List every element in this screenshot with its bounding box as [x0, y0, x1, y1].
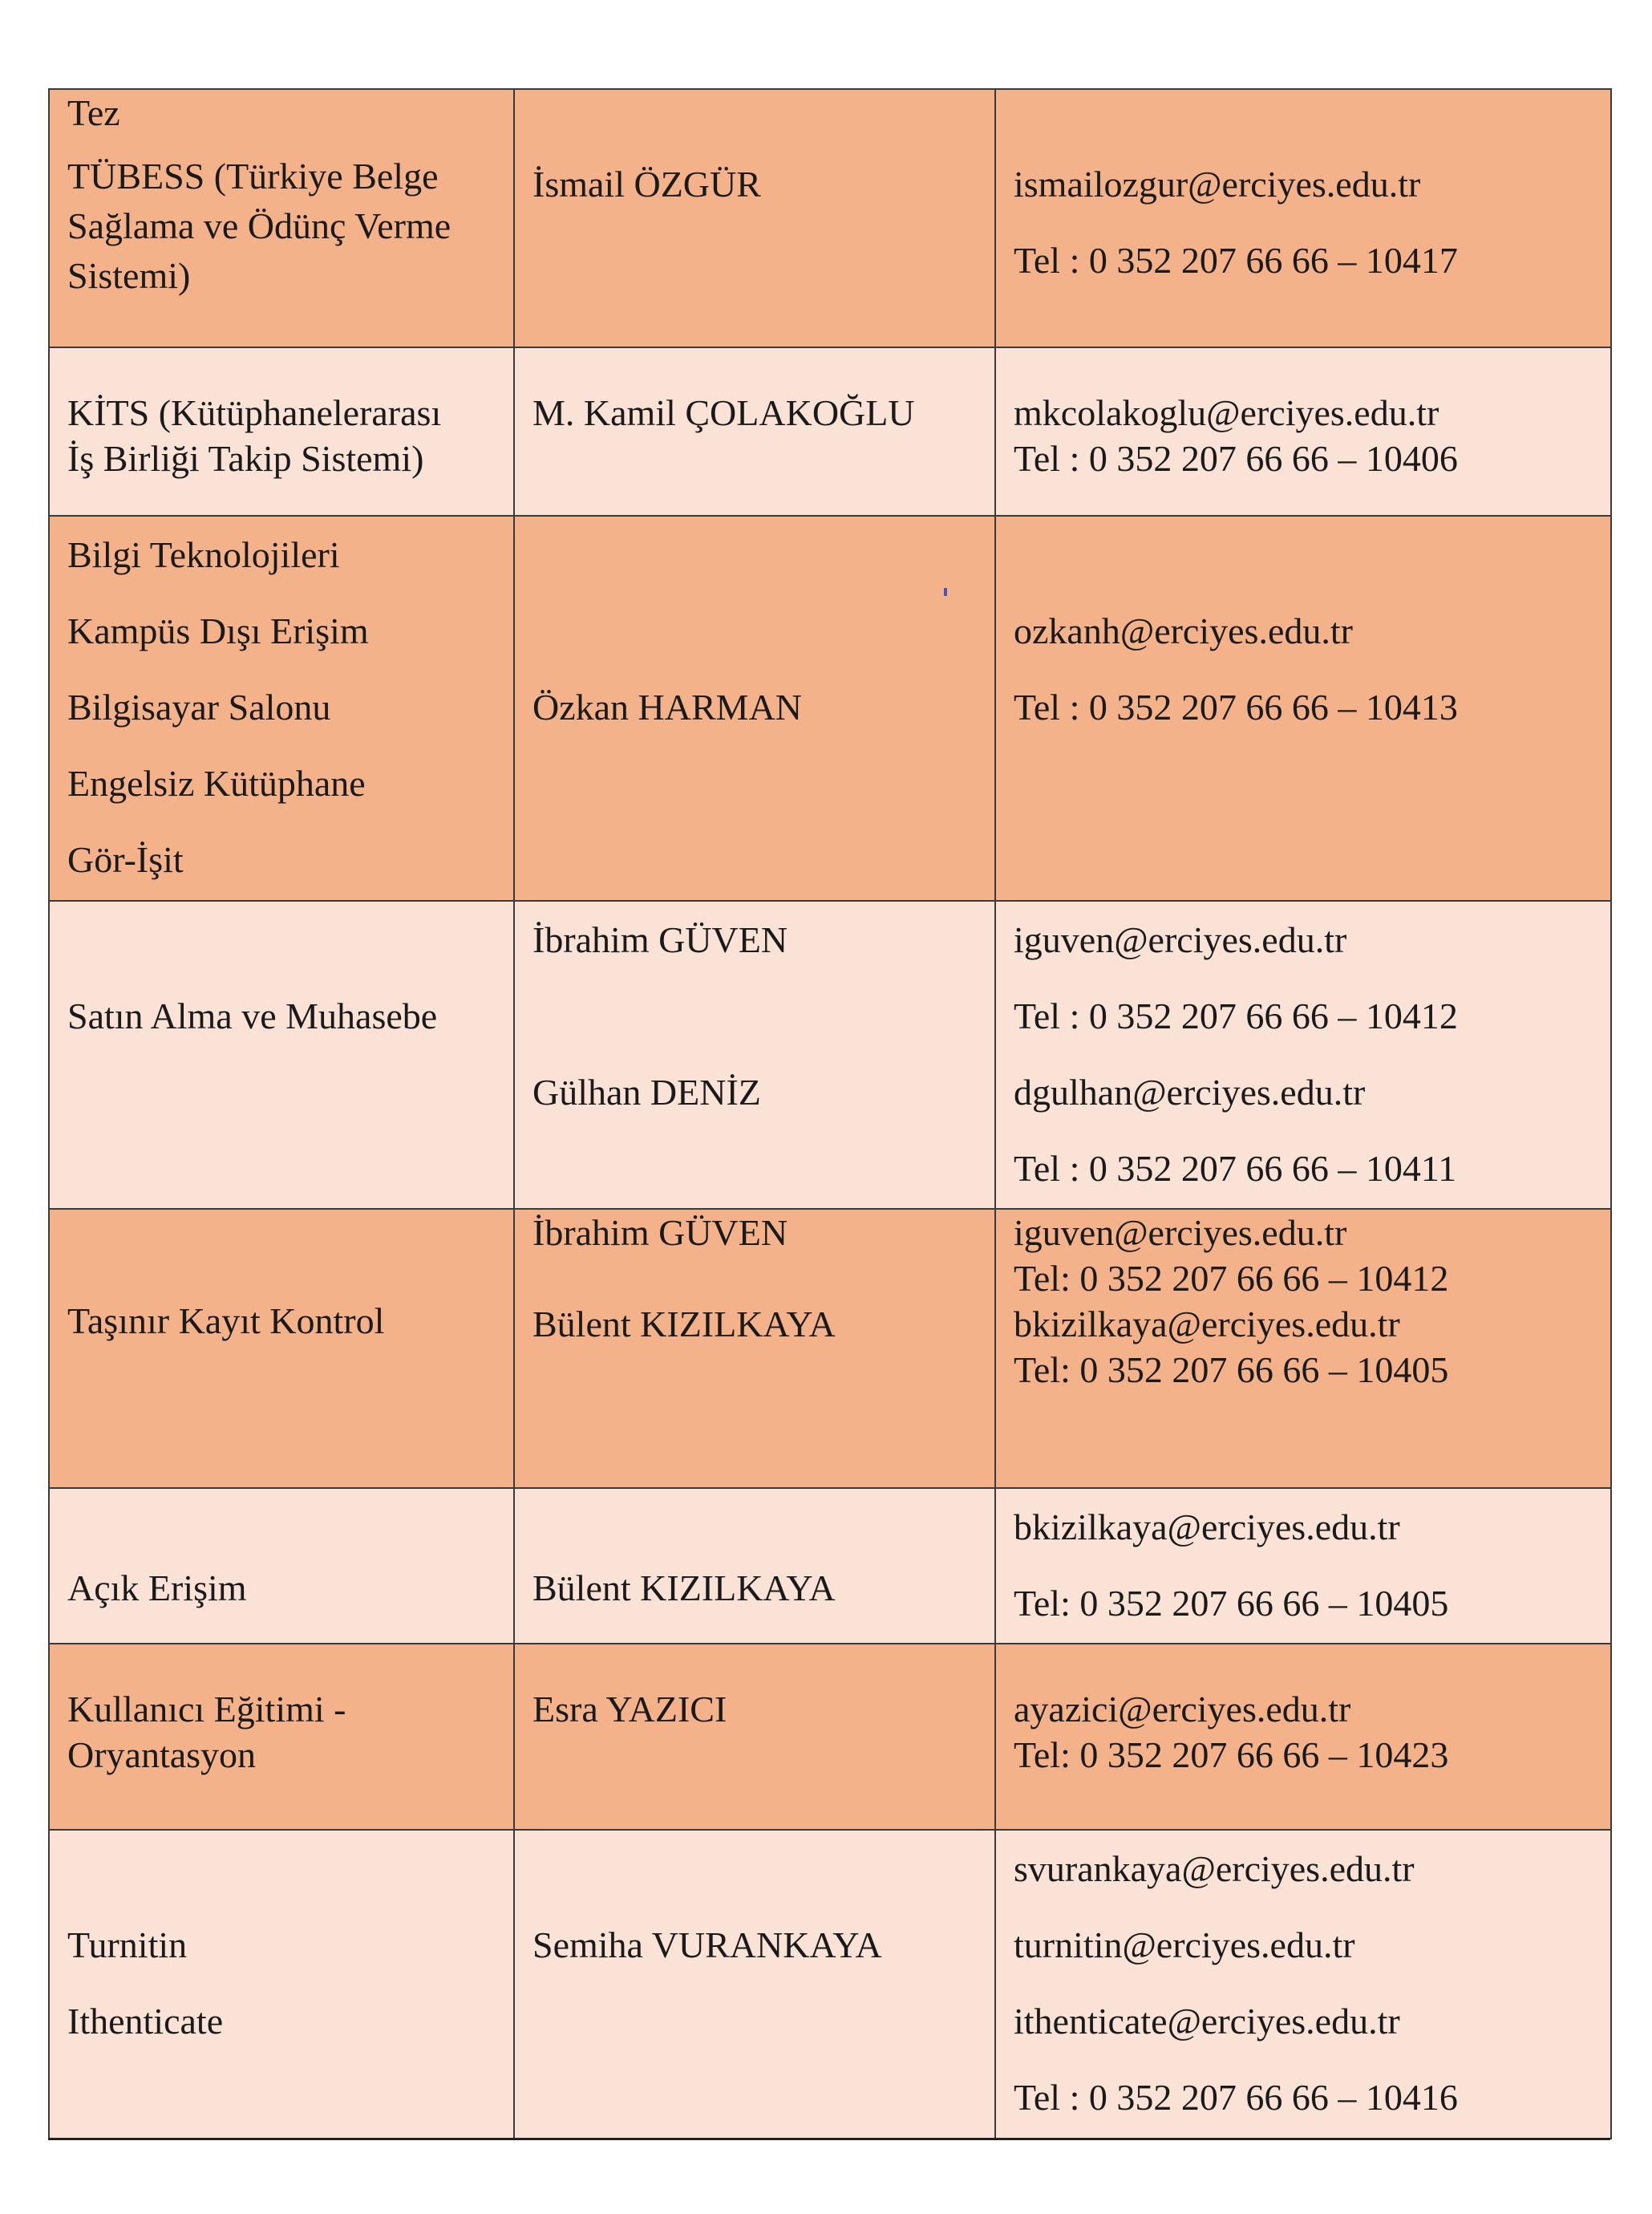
- email-link[interactable]: mkcolakoglu@erciyes.edu.tr: [1014, 392, 1439, 433]
- email-link[interactable]: iguven@erciyes.edu.tr: [1014, 919, 1347, 960]
- email-link[interactable]: bkizilkaya@erciyes.edu.tr: [1014, 1506, 1400, 1547]
- topic-cell: [49, 89, 514, 347]
- email-link[interactable]: dgulhan@erciyes.edu.tr: [1014, 1072, 1366, 1113]
- phone-text: Tel : 0 352 207 66 66 – 10417: [1014, 240, 1458, 281]
- contact-cell: [995, 1644, 1611, 1830]
- contact-cell: [995, 1209, 1611, 1488]
- topic-line: Ithenticate: [67, 2001, 224, 2042]
- phone-text: Tel : 0 352 207 66 66 – 10411: [1014, 1148, 1457, 1189]
- topic-line: Bilgi Teknolojileri: [67, 534, 340, 575]
- person-name: Semiha VURANKAYA: [532, 1924, 882, 1965]
- topic-line: İş Birliği Takip Sistemi): [67, 438, 424, 479]
- stray-mark: [944, 588, 947, 596]
- bottom-rule: [48, 2138, 1610, 2140]
- contact-table: [48, 88, 1612, 2139]
- person-cell: [514, 1644, 995, 1830]
- email-link[interactable]: ayazici@erciyes.edu.tr: [1014, 1689, 1351, 1729]
- person-cell: [514, 901, 995, 1209]
- phone-text: Tel : 0 352 207 66 66 – 10416: [1014, 2077, 1458, 2118]
- phone-text: Tel: 0 352 207 66 66 – 10423: [1014, 1734, 1449, 1775]
- table-row: [49, 1644, 1611, 1830]
- contact-cell: [995, 516, 1611, 901]
- table-row: [49, 1209, 1611, 1488]
- contact-cell: [995, 1830, 1611, 2139]
- table-row: [49, 901, 1611, 1209]
- phone-text: Tel: 0 352 207 66 66 – 10405: [1014, 1349, 1449, 1390]
- contact-cell: [995, 89, 1611, 347]
- contact-cell: [995, 347, 1611, 516]
- person-name: İsmail ÖZGÜR: [532, 164, 761, 205]
- topic-line: KİTS (Kütüphanelerarası: [67, 392, 442, 433]
- email-link[interactable]: ithenticate@erciyes.edu.tr: [1014, 2001, 1400, 2042]
- phone-text: Tel : 0 352 207 66 66 – 10412: [1014, 995, 1458, 1036]
- topic-line: TÜBESS (Türkiye Belge: [67, 156, 439, 197]
- email-link[interactable]: svurankaya@erciyes.edu.tr: [1014, 1848, 1415, 1889]
- topic-line: Tez: [67, 92, 120, 133]
- topic-line: Taşınır Kayıt Kontrol: [67, 1300, 385, 1341]
- table-row: [49, 89, 1611, 347]
- topic-cell: [49, 1488, 514, 1644]
- table-row: [49, 1488, 1611, 1644]
- phone-text: Tel : 0 352 207 66 66 – 10406: [1014, 438, 1458, 479]
- person-name: Gülhan DENİZ: [532, 1072, 761, 1113]
- person-name: Esra YAZICI: [532, 1689, 727, 1729]
- person-name: Bülent KIZILKAYA: [532, 1304, 836, 1344]
- topic-line: Satın Alma ve Muhasebe: [67, 995, 438, 1036]
- table-row: [49, 1830, 1611, 2139]
- email-link[interactable]: ismailozgur@erciyes.edu.tr: [1014, 164, 1421, 205]
- topic-line: Oryantasyon: [67, 1734, 257, 1775]
- phone-text: Tel: 0 352 207 66 66 – 10412: [1014, 1258, 1449, 1299]
- topic-line: Sağlama ve Ödünç Verme: [67, 205, 451, 246]
- topic-cell: [49, 516, 514, 901]
- email-link[interactable]: bkizilkaya@erciyes.edu.tr: [1014, 1304, 1400, 1344]
- topic-line: Kullanıcı Eğitimi -: [67, 1689, 346, 1729]
- topic-cell: [49, 1644, 514, 1830]
- topic-line: Engelsiz Kütüphane: [67, 763, 366, 804]
- topic-line: Gör-İşit: [67, 839, 184, 880]
- contact-cell: [995, 901, 1611, 1209]
- person-cell: [514, 347, 995, 516]
- topic-line: Kampüs Dışı Erişim: [67, 610, 369, 651]
- person-cell: [514, 1830, 995, 2139]
- topic-cell: [49, 1830, 514, 2139]
- phone-text: Tel: 0 352 207 66 66 – 10405: [1014, 1583, 1449, 1624]
- topic-line: Açık Erişim: [67, 1567, 247, 1608]
- topic-cell: [49, 1209, 514, 1488]
- email-link[interactable]: iguven@erciyes.edu.tr: [1014, 1212, 1347, 1253]
- topic-line: Bilgisayar Salonu: [67, 687, 331, 728]
- person-cell: [514, 1488, 995, 1644]
- topic-cell: [49, 347, 514, 516]
- email-link[interactable]: ozkanh@erciyes.edu.tr: [1014, 610, 1353, 651]
- topic-line: Turnitin: [67, 1924, 188, 1965]
- person-name: Özkan HARMAN: [532, 687, 803, 728]
- topic-cell: [49, 901, 514, 1209]
- person-cell: [514, 1209, 995, 1488]
- table-row: [49, 347, 1611, 516]
- topic-line: Sistemi): [67, 255, 191, 296]
- person-name: İbrahim GÜVEN: [532, 1212, 788, 1253]
- email-link[interactable]: turnitin@erciyes.edu.tr: [1014, 1924, 1355, 1965]
- table-row: [49, 516, 1611, 901]
- person-cell: [514, 89, 995, 347]
- person-name: İbrahim GÜVEN: [532, 919, 788, 960]
- person-name: Bülent KIZILKAYA: [532, 1567, 836, 1608]
- contact-cell: [995, 1488, 1611, 1644]
- phone-text: Tel : 0 352 207 66 66 – 10413: [1014, 687, 1458, 728]
- person-name: M. Kamil ÇOLAKOĞLU: [532, 392, 915, 433]
- person-cell: [514, 516, 995, 901]
